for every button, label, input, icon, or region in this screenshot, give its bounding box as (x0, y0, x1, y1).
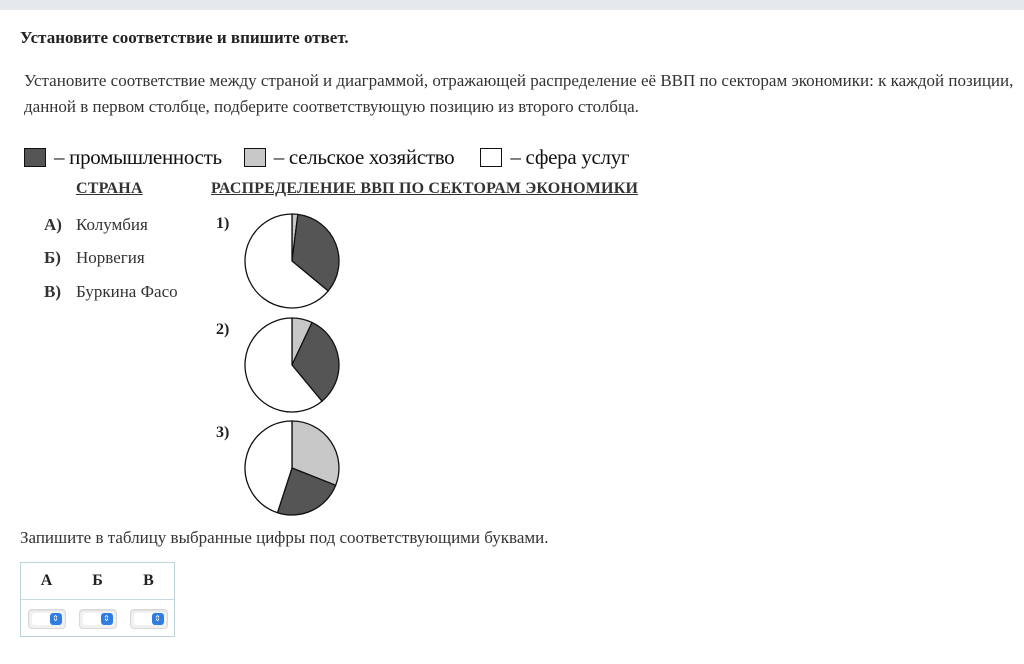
country-letter: А) (44, 215, 62, 234)
top-bar (0, 0, 1024, 10)
pie-chart-3 (243, 419, 343, 517)
pie-1-label: 1) (216, 215, 230, 232)
pie-2-label: 2) (216, 321, 230, 338)
answer-header-a: А (40, 572, 53, 589)
country-name: Норвегия (76, 248, 145, 267)
answer-table-header (21, 563, 174, 600)
country-column-header: СТРАНА (76, 180, 143, 197)
pie-chart-2 (243, 316, 343, 414)
country-item-a (44, 215, 148, 235)
answer-table-row (21, 600, 174, 638)
legend-item-agriculture (244, 145, 455, 170)
legend-item-services (480, 145, 629, 170)
country-letter: В) (44, 282, 61, 301)
answer-prompt: Запишите в таблицу выбранные цифры под соответствующими буквами. (20, 528, 549, 547)
pie-chart-1 (243, 212, 343, 310)
country-letter: Б) (44, 248, 61, 267)
answer-select-b[interactable] (79, 609, 117, 629)
updown-arrows-icon: ⇕ (50, 613, 62, 625)
country-item-b (44, 248, 145, 268)
legend-label-agriculture: – сельское хозяйство (273, 144, 455, 169)
pie-3-label: 3) (216, 424, 230, 441)
answer-table (20, 562, 175, 637)
answer-cell-a (21, 609, 72, 629)
legend-swatch-agriculture (244, 148, 266, 167)
answer-header-b: Б (92, 572, 103, 589)
gdp-column-header: РАСПРЕДЕЛЕНИЕ ВВП ПО СЕКТОРАМ ЭКОНОМИКИ (211, 180, 639, 197)
answer-select-c[interactable] (130, 609, 168, 629)
answer-cell-c (123, 609, 174, 629)
legend-swatch-industry (24, 148, 46, 167)
legend (24, 143, 629, 171)
legend-item-industry (24, 145, 222, 170)
task-heading: Установите соответствие и впишите ответ. (20, 28, 349, 47)
answer-select-a[interactable] (28, 609, 66, 629)
legend-label-services: – сфера услуг (510, 144, 630, 169)
country-item-c (44, 282, 178, 302)
country-name: Колумбия (76, 215, 148, 234)
updown-arrows-icon: ⇕ (152, 613, 164, 625)
legend-label-industry: – промышленность (54, 144, 222, 169)
updown-arrows-icon: ⇕ (101, 613, 113, 625)
answer-header-c: В (143, 572, 154, 589)
task-instruction: Установите соответствие между страной и диаграммой, отражающей распределение её ВВП по секторам экономики: к каждой позиции, данной в первом столбце, подберите соответствующую позицию из второго столбца. (24, 71, 1014, 116)
country-name: Буркина Фасо (76, 282, 178, 301)
legend-swatch-services (480, 148, 502, 167)
answer-cell-b (72, 609, 123, 629)
